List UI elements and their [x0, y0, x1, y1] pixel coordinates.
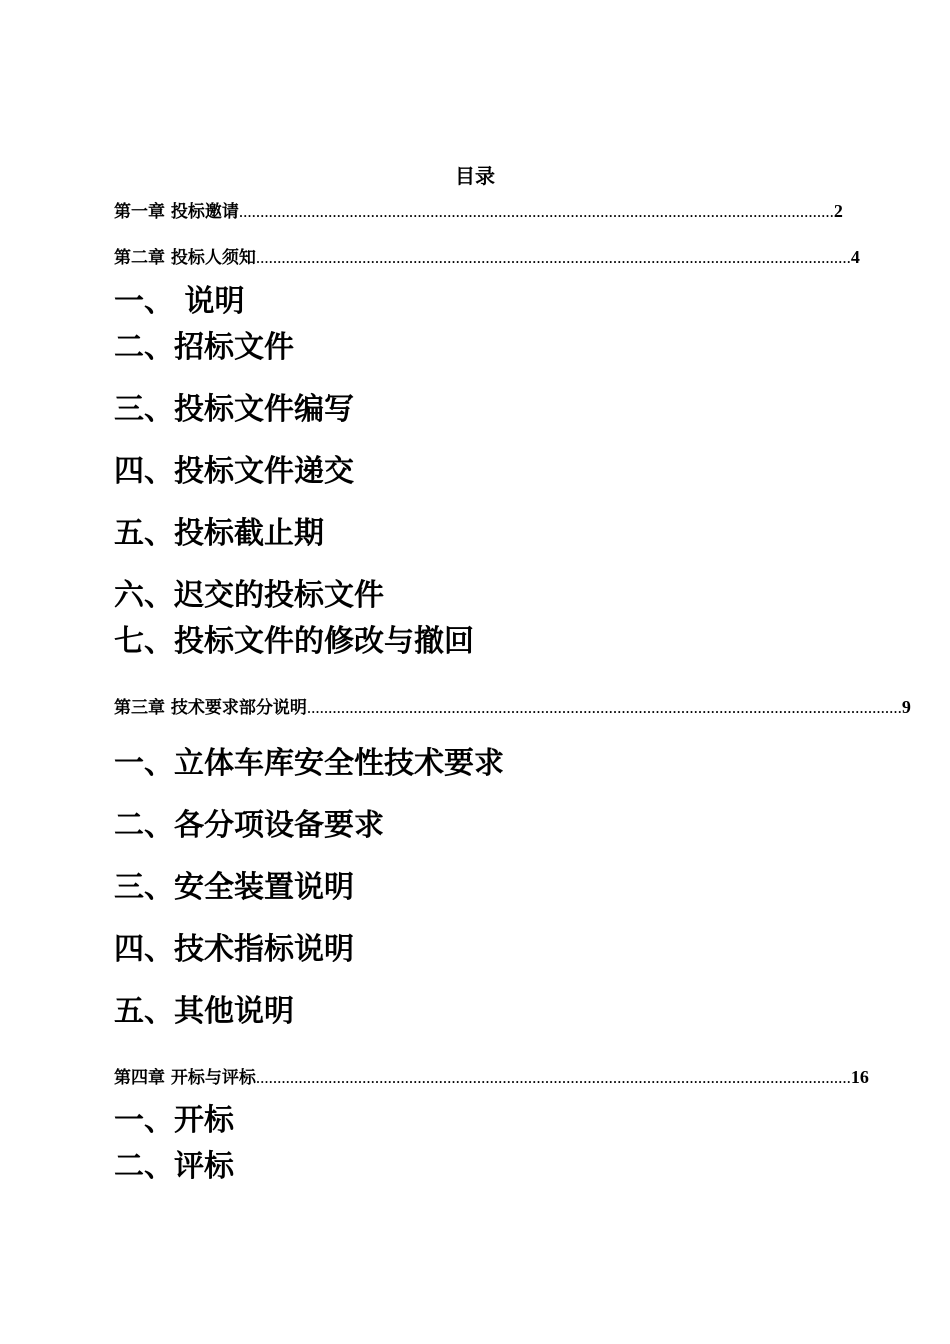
- chapter-label: 第一章 投标邀请: [114, 202, 239, 222]
- toc-title: 目录: [455, 164, 495, 188]
- toc-section[interactable]: 二、招标文件: [114, 330, 294, 365]
- toc-section[interactable]: 四、投标文件递交: [114, 454, 354, 489]
- dot-leader: ............................................................................................................................................: [306, 698, 902, 717]
- chapter-label: 第四章 开标与评标: [114, 1068, 256, 1088]
- toc-section[interactable]: 五、投标截止期: [114, 516, 324, 551]
- toc-section[interactable]: 四、技术指标说明: [114, 932, 354, 967]
- toc-chapter-3[interactable]: [114, 693, 911, 718]
- toc-section[interactable]: 三、安全装置说明: [114, 870, 354, 905]
- dot-leader: ............................................................................................................................................: [255, 248, 851, 267]
- toc-chapter-4[interactable]: [114, 1063, 869, 1088]
- toc-chapter-2[interactable]: [114, 243, 860, 268]
- toc-section[interactable]: 一、立体车库安全性技术要求: [114, 746, 504, 781]
- toc-section[interactable]: 二、评标: [114, 1149, 234, 1184]
- chapter-label: 第三章 技术要求部分说明: [114, 698, 307, 718]
- chapter-page-number: 9: [901, 697, 911, 717]
- toc-section[interactable]: 七、投标文件的修改与撤回: [114, 624, 474, 659]
- dot-leader: ............................................................................................................................................: [238, 202, 834, 221]
- toc-chapter-1[interactable]: [114, 197, 843, 222]
- toc-section[interactable]: 六、迟交的投标文件: [114, 578, 384, 613]
- toc-section[interactable]: 三、投标文件编写: [114, 392, 354, 427]
- toc-section[interactable]: 五、其他说明: [114, 994, 294, 1029]
- chapter-label: 第二章 投标人须知: [114, 248, 256, 268]
- chapter-page-number: 2: [833, 201, 843, 221]
- toc-section[interactable]: 一、 说明: [114, 284, 245, 319]
- dot-leader: ............................................................................................................................................: [255, 1068, 851, 1087]
- chapter-page-number: 16: [850, 1067, 869, 1087]
- chapter-page-number: 4: [850, 247, 860, 267]
- toc-section[interactable]: 一、开标: [114, 1103, 234, 1138]
- toc-section[interactable]: 二、各分项设备要求: [114, 808, 384, 843]
